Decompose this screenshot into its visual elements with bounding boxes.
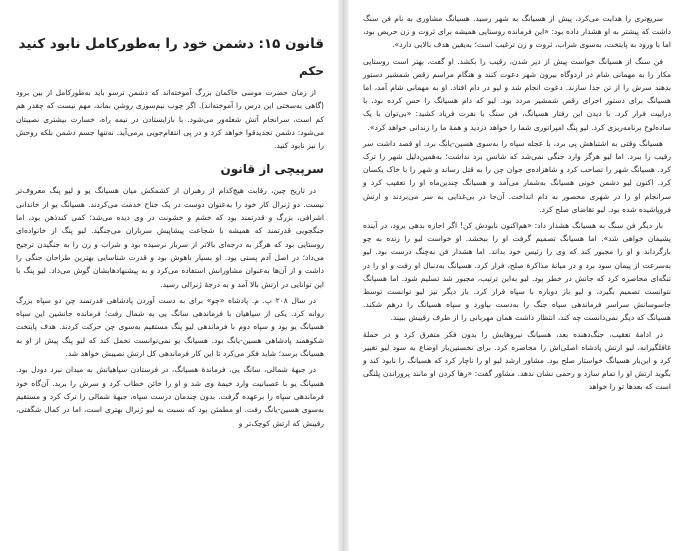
body-paragraph: در جبههٔ شمالی، سانگ یی، فرماندهٔ هسیانگ، در فرستادن سپاهیانش به میدان نبرد دودل بود. هسیانگ یو با عصبانیت وارد خیمهٔ وی شد و او را خائن خطاب کرد و سرش را برید. آن‌گاه خود فرماندهی سپاه را برعهده گرفت. بدون چندمان درست سپاه، جبههٔ شمالی را ترک کرد و مستقیم به‌سوی هسین-یانگ رفت. او مطمئن بود که نسبت به لیو ژنرال بهتری است، اما در کمال شگفتی، رقیبش که ارتش کوچک‌تر و [16,365,324,428]
body-paragraph: هسیانگ وقتی به اشتباهش پی برد، با عجله سپاه را به‌سوی هسین-یانگ برد. او قصد داشت سر رقیب را ببرد. اما لیو هرگز وارد جنگی نمی‌شد که شانس برد نداشت؛ به‌همین‌دلیل شهر را ترک کرد. هسیانگ شهر را تصاحب کرد و شاهزاده‌ی جوان چن را به قتل رساند و شهر را با خاک یکسان کرد. اکنون لیو دشمن خونی هسیانگ به‌شمار می‌آمد و هسیانگ چندین‌ماه او را تعقیب کرد و سرانجام او را در شهری محصور به دام انداخت. آن‌جا در بی‌غذایی به سر می‌بردند و ارتش فروپاشیده شده بود. لیو تقاضای صلح کرد. [363,138,671,214]
body-paragraph: در سال ۲۰۸ پ. م. پادشاه «چو» برای به دست آوردن پادشاهی قدرتمند چن دو سپاه بزرگ روانه کرد. یکی از سپاهیان با فرماندهی سانگ یی به شمال رفت؛ فرمانده جانشین این سپاه هسیانگ یو بود و سپاه دوم با فرماندهی لیو پنگ مستقیم به‌سوی چن حرکت کردند. هدف پایتخت شکوهمند پادشاهی هسین-یانگ بود. هسیانگ یو نمی‌توانست تحمل کند که لیو پنگ پیش از او به هسیانگ برسد؛ شاید فکر می‌کرد تا این کار فرماندهی کل ارتش نصیبش خواهد شد. [16,295,324,359]
book-gutter [338,0,349,551]
law-paragraph: از زمان حضرت موسی حاکمان بزرگ آموخته‌اند که دشمن ترسو باید به‌طورکامل از بین برود (گاهی به‌سختی این درس را آموخته‌اند). اگر چوب نیم‌سوزی روشن بماند، مهم نیست که چقدر هم کم است، سرانجام آتش شعله‌ور می‌شود. با بازایستادن در نیمه راه، خسارت بیشتری نصیبتان می‌شود: دشمن تجدیدقوا خواهد کرد و در پی انتقام‌جویی برمی‌آید. نه‌تنها جسم دشمن بلکه روحش را نیز نابود کنید. [16,88,324,151]
right-page [349,0,687,551]
body-paragraph: در تاریخ چین، رقابت هیچ‌کدام از رهبران از کشمکش میان هسیانگ یو و لیو پنگ معروف‌تر نیست. دو ژنرال کار خود را به‌عنوان دوست در یک جناح خدمت می‌کردند. هسیانگ یو از خاندانی اشرافی، بزرگ و قدرتمند بود که خشم و خشونت در وی دیده می‌شد؛ کمی کندذهن بود، اما جنگجویی قدرتمند که همیشه با شجاعت پیشاپیش سربازان می‌جنگید. لیو پنگ از خانواده‌ای روستایی بود که هرگز به درجه‌ای بالاتر از سرباز نرسیده بود و شراب و زن را به جنگیدن ترجیح می‌داد؛ در اصل آدم پستی بود. او بسیار باهوش بود و قدرت شناسایی بهترین طراحان جنگی را داشت و از آن‌ها به‌عنوان مشاورانش استفاده می‌کرد و به پیشنهادهایشان گوش می‌داد. لیو پنگ با این توانایی در ارتش بالا آمد و به درجهٔ ژنرالی رسید. [16,186,324,289]
body-paragraph: سریع‌تری را هدایت می‌کرد، پیش از هسیانگ به شهر رسید. هسیانگ مشاوری به نام فن سنگ داشت که پیشتر به او هشدار داده بود: «این فرمانده روستایی همیشه برای ثروت و زن حریص بود، اما با ورود به پایتخت، به‌سوی شراب، ثروت و زن ترغیب است؛ به‌یقین هدف بالایی دارد». [363,14,671,50]
chapter-title: قانون ۱۵: دشمن خود را به‌طورکامل نابود کنید [18,36,324,52]
body-paragraph: بار دیگر فن سنگ به هسیانگ هشدار داد: «هم‌اکنون نابودش کن! اگر اجازه بدهی برود، در آینده پشیمان خواهی شد». اما هسیانگ تصمیم گرفت او را ببخشد. او خواست لیو را زنده به چو بازگرداند و او را مجبور کند که وی را رئیس خود بداند. اما هشدار فن به‌چنگ درست بود. لیو به‌سرعت از پیمان سود برد و در میانهٔ مذاکرهٔ صلح، فرار کرد. هسیانگ به‌دنبال او رفت و او را در تنگه‌ای محاصره کرد که جانش در خطر بود. لیو به‌این ترتیب، مجبور شد تسلیم شود. اما هسیانگ نتوانست تصمیم بگیرد، و لیو باز دوباره با سپاه فرار کرد. بار دیگر نیز لیو توانست توسط جاسوسانش سراسر فرماندهی سپاه جنگ را به‌دست بیاورد و سپاه هسیانگ را درهم شکند. هسیانگ که دیگر نمی‌دانست چه کند، انتظار داشت همان مهربانی را از طرف رقیبش ببیند. [363,221,671,323]
law-heading: حکم [298,64,324,78]
body-paragraph: در ادامهٔ تعقیب، جنگ‌دهنده بعد، هسیانگ نیروهایش را بدون فکر متفرق کرد و در حملهٔ غافلگیرانه، لیو ارتش پادشاه اصلی‌اش را محاصره کرد. برای نخستین‌بار اوضاع به سود لیو تغییر کرد و این‌بار هسیانگ خواستار صلح بود. مشاور ارشد لیو او را ناچار کرد که هسیانگ را نابود کند و بگوید ارتش او را تمام سازد و رحمی نشان ندهد. مشاور گفت: «رها کردن او مانند پروراندن پلنگی است که بعدها تو را خواهد [363,329,671,392]
body-paragraph: فن سنگ از هسیانگ خواست پیش از دیر شدن، رقیب را بکشد. او گفت، بهتر است روستایی مکار را به مهمانی شام در اردوگاه بیرون شهر دعوت کنند و هنگام مراسم رقص شمشیر دستور بدهند سرش را از تن جدا سازند. دعوت انجام شد و لیو در دام افتاد. او به مهمانی شام آمد، اما هسیانگ برای دستور اجرای رقص شمشیر مردد بود. لیو که دام هسیانگ را حس کرده بود، با دراییت فرار کرد. با دیدن این رفتار هسیانگ، فن سنگ با نفرت فریاد کشید: «بی‌توان با یک ساده‌لوح برنامه‌ریزی کرد. لیو پنگ امپراتوری شما را خواهد دزدید و همهٔ ما را زندانی خواهد کرد». [363,56,671,132]
left-page [0,0,338,551]
section-heading: سرپیچی از قانون [220,162,324,177]
